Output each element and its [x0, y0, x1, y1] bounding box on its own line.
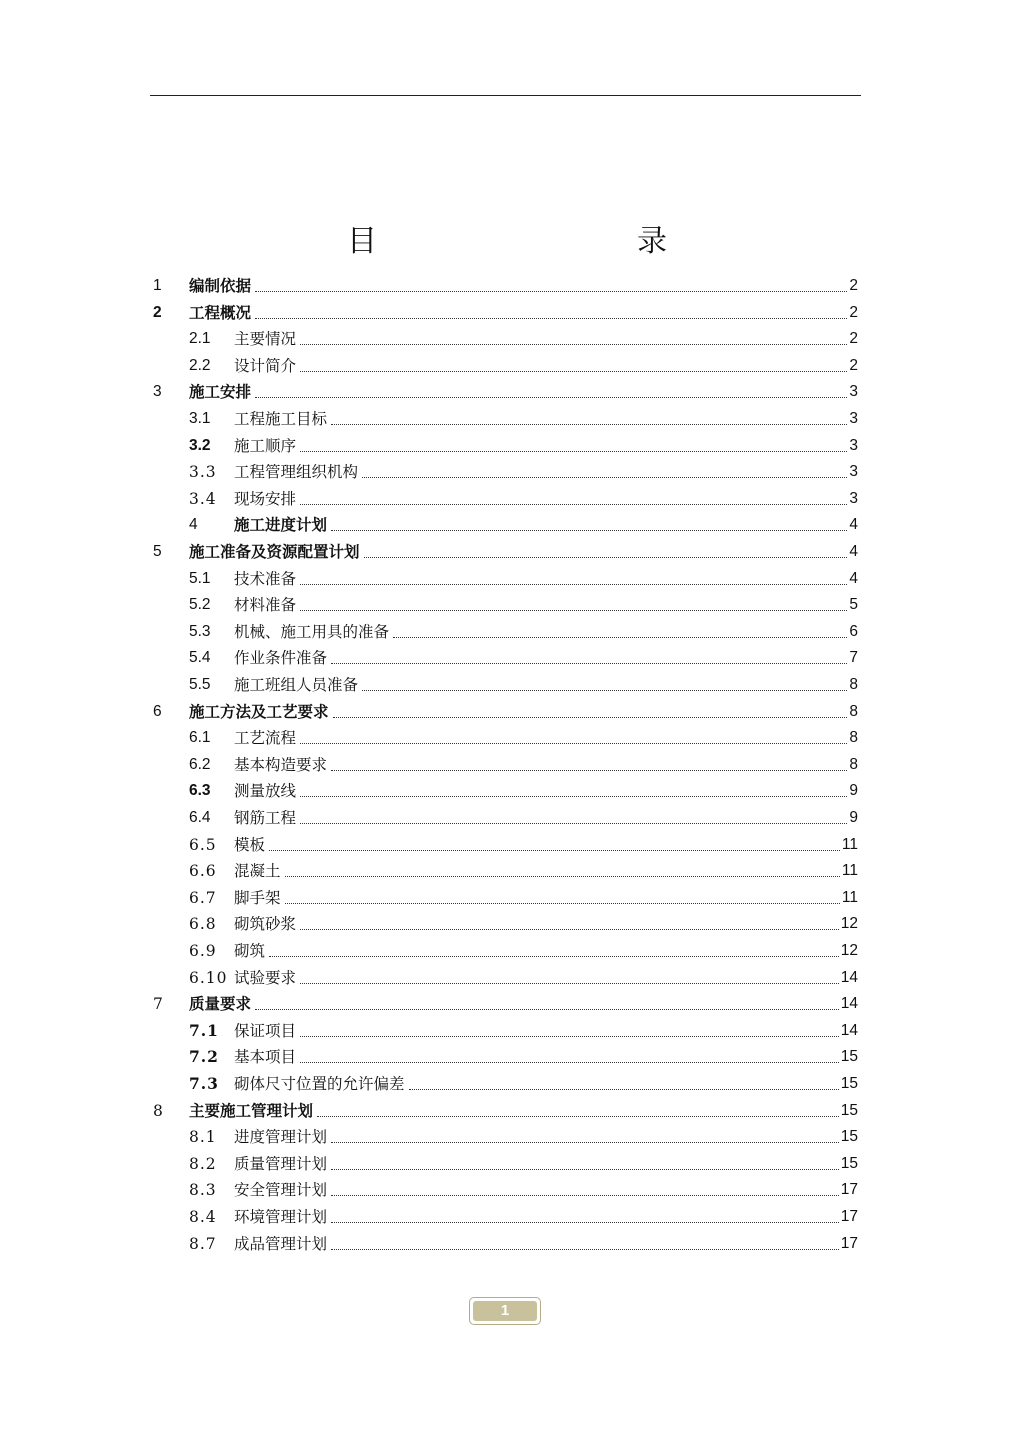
toc-entry-page: 3	[849, 436, 858, 454]
toc-leader-dots	[300, 743, 847, 744]
toc-entry-page: 17	[840, 1208, 858, 1225]
header-rule	[150, 95, 861, 96]
toc-entry-page: 15	[840, 1075, 858, 1092]
toc-entry-number: 5.2	[189, 596, 211, 614]
page-number-badge	[469, 1297, 541, 1325]
toc-leader-dots	[331, 1142, 839, 1143]
toc-entry-label: 施工进度计划	[234, 516, 328, 535]
toc-entry-number: 7.2	[189, 1047, 219, 1067]
toc-entry[interactable]	[0, 403, 1012, 429]
toc-entry-page: 15	[840, 1154, 858, 1172]
toc-entry-label: 工程施工目标	[234, 410, 328, 428]
toc-entry[interactable]	[0, 1015, 1012, 1041]
toc-entry-label: 试验要求	[234, 968, 297, 987]
title-char-left: 目	[347, 224, 377, 259]
toc-entry-number: 2	[153, 303, 162, 321]
toc-leader-dots	[285, 876, 840, 877]
toc-leader-dots	[300, 504, 847, 505]
toc-entry-page: 14	[840, 968, 858, 986]
toc-leader-dots	[300, 983, 839, 984]
toc-entry-page: 12	[840, 942, 858, 959]
toc-leader-dots	[300, 344, 847, 345]
toc-entry-page: 12	[840, 915, 858, 933]
toc-entry-page: 8	[849, 755, 858, 773]
toc-leader-dots	[300, 1036, 839, 1037]
toc-entry-page: 15	[840, 1128, 858, 1146]
toc-entry-label: 作业条件准备	[234, 649, 328, 668]
toc-entry-label: 基本项目	[234, 1048, 297, 1067]
toc-entry-page: 8	[849, 729, 858, 747]
toc-leader-dots	[331, 1249, 839, 1250]
toc-entry-page: 15	[840, 1101, 858, 1119]
toc-leader-dots	[331, 1222, 839, 1223]
toc-entry[interactable]	[0, 935, 1012, 961]
toc-leader-dots	[255, 1009, 839, 1010]
toc-leader-dots	[300, 584, 847, 585]
toc-entry[interactable]	[0, 297, 1012, 323]
toc-entry-number: 6.5	[189, 835, 217, 854]
toc-leader-dots	[300, 796, 847, 797]
toc-entry-label: 施工方法及工艺要求	[189, 702, 329, 721]
toc-entry-label: 设计简介	[234, 356, 297, 375]
toc-entry[interactable]	[0, 1228, 1012, 1254]
toc-entry-page: 8	[849, 702, 858, 720]
toc-entry[interactable]	[0, 1121, 1012, 1147]
toc-entry[interactable]	[0, 829, 1012, 855]
toc-leader-dots	[364, 557, 847, 558]
toc-entry-page: 3	[849, 463, 858, 481]
toc-entry[interactable]	[0, 882, 1012, 908]
toc-entry-number: 6.9	[189, 942, 217, 960]
toc-entry-number: 6.10	[189, 968, 228, 987]
toc-entry-number: 5.4	[189, 649, 211, 667]
toc-entry-number: 4	[189, 516, 198, 534]
toc-entry[interactable]	[0, 1041, 1012, 1067]
toc-entry[interactable]	[0, 430, 1012, 456]
toc-entry[interactable]	[0, 350, 1012, 376]
toc-leader-dots	[331, 663, 847, 664]
toc-leader-dots	[362, 477, 847, 478]
toc-entry-page: 14	[840, 995, 858, 1013]
toc-entry[interactable]	[0, 642, 1012, 668]
toc-leader-dots	[269, 850, 840, 851]
toc-leader-dots	[255, 397, 847, 398]
toc-entry-page: 7	[849, 649, 858, 667]
toc-entry-number: 3.2	[189, 436, 211, 454]
toc-entry-label: 混凝土	[234, 862, 281, 881]
toc-entry[interactable]	[0, 323, 1012, 349]
toc-entry-number: 3.1	[189, 410, 211, 427]
toc-entry[interactable]	[0, 988, 1012, 1014]
toc-entry-label: 材料准备	[234, 596, 297, 615]
toc-entry-number: 5.3	[189, 622, 211, 640]
toc-entry-number: 8.4	[189, 1208, 217, 1226]
toc-entry[interactable]	[0, 696, 1012, 722]
toc-entry-page: 2	[849, 303, 858, 321]
toc-entry-number: 8.3	[189, 1181, 217, 1200]
toc-entry-page: 9	[849, 809, 858, 826]
toc-leader-dots	[300, 823, 847, 824]
toc-leader-dots	[331, 1195, 839, 1196]
toc-entry[interactable]	[0, 1174, 1012, 1200]
toc-entry[interactable]	[0, 962, 1012, 988]
toc-entry-page: 9	[849, 782, 858, 800]
toc-entry-number: 2.1	[189, 330, 211, 348]
toc-entry-label: 安全管理计划	[234, 1181, 328, 1200]
toc-entry[interactable]	[0, 563, 1012, 589]
toc-entry-label: 基本构造要求	[234, 755, 328, 774]
toc-leader-dots	[255, 318, 847, 319]
toc-entry[interactable]	[0, 855, 1012, 881]
toc-entry-number: 2.2	[189, 356, 211, 374]
toc-entry-label: 环境管理计划	[234, 1208, 328, 1226]
toc-entry-number: 5.5	[189, 676, 211, 693]
toc-entry[interactable]	[0, 749, 1012, 775]
toc-entry[interactable]	[0, 1068, 1012, 1094]
toc-entry-page: 11	[841, 888, 858, 906]
toc-leader-dots	[331, 1169, 839, 1170]
toc-entry-number: 8	[153, 1101, 164, 1120]
toc-entry-number: 6.7	[189, 888, 217, 907]
title-char-right: 录	[637, 224, 667, 259]
toc-entry-number: 1	[153, 277, 162, 294]
toc-entry-label: 主要施工管理计划	[189, 1101, 314, 1120]
toc-entry-page: 4	[849, 569, 858, 587]
toc-entry-label: 编制依据	[189, 277, 252, 295]
toc-entry-label: 现场安排	[234, 489, 297, 508]
toc-entry-number: 8.7	[189, 1234, 217, 1253]
toc-entry-number: 6.2	[189, 755, 211, 773]
toc-leader-dots	[300, 371, 847, 372]
toc-entry-label: 保证项目	[234, 1021, 297, 1040]
toc-entry-label: 砌体尺寸位置的允许偏差	[234, 1075, 405, 1093]
toc-leader-dots	[331, 530, 847, 531]
toc-leader-dots	[300, 1062, 839, 1063]
toc-entry-number: 6.3	[189, 782, 211, 800]
toc-entry[interactable]	[0, 722, 1012, 748]
toc-entry-number: 7.1	[189, 1020, 219, 1040]
toc-leader-dots	[285, 903, 840, 904]
toc-entry-page: 11	[841, 862, 858, 880]
toc-leader-dots	[269, 956, 839, 957]
toc-entry-number: 8.1	[189, 1128, 217, 1147]
toc-entry-label: 主要情况	[234, 330, 297, 349]
toc-leader-dots	[362, 690, 847, 691]
toc-entry[interactable]	[0, 509, 1012, 535]
toc-entry-page: 3	[849, 489, 858, 507]
toc-entry[interactable]	[0, 483, 1012, 509]
toc-entry-number: 3	[153, 383, 162, 401]
toc-entry-label: 成品管理计划	[234, 1234, 328, 1253]
toc-entry-number: 3.4	[189, 489, 217, 508]
toc-entry[interactable]	[0, 589, 1012, 615]
toc-entry-page: 2	[849, 356, 858, 374]
toc-entry-page: 4	[849, 516, 858, 534]
toc-leader-dots	[300, 610, 847, 611]
toc-entry-label: 施工顺序	[234, 436, 297, 455]
toc-entry-label: 砌筑砂浆	[234, 915, 297, 934]
toc-entry-number: 6.4	[189, 809, 211, 826]
page-title	[150, 222, 861, 266]
toc-entry-label: 技术准备	[234, 569, 297, 588]
toc-entry-label: 脚手架	[234, 888, 281, 907]
toc-entry-label: 砌筑	[234, 942, 266, 960]
toc-entry-page: 11	[841, 835, 858, 853]
toc-leader-dots	[331, 424, 847, 425]
toc-leader-dots	[409, 1089, 839, 1090]
toc-entry[interactable]	[0, 270, 1012, 296]
toc-leader-dots	[317, 1116, 839, 1117]
toc-entry-label: 机械、施工用具的准备	[234, 622, 390, 641]
toc-entry[interactable]	[0, 1148, 1012, 1174]
toc-entry[interactable]	[0, 775, 1012, 801]
toc-leader-dots	[333, 717, 847, 718]
toc-entry-label: 钢筋工程	[234, 809, 297, 827]
toc-entry-number: 7	[153, 995, 164, 1014]
toc-entry-label: 质量管理计划	[234, 1154, 328, 1173]
toc-entry-page: 3	[849, 383, 858, 401]
toc-entry-label: 工程概况	[189, 303, 252, 322]
toc-entry-page: 5	[849, 596, 858, 614]
toc-entry[interactable]	[0, 376, 1012, 402]
toc-entry-page: 4	[849, 543, 858, 560]
toc-entry-page: 2	[849, 330, 858, 348]
toc-entry[interactable]	[0, 456, 1012, 482]
toc-leader-dots	[393, 637, 847, 638]
toc-entry-page: 17	[840, 1234, 858, 1252]
toc-entry-number: 5	[153, 543, 162, 560]
toc-entry[interactable]	[0, 802, 1012, 828]
toc-entry-number: 6	[153, 702, 162, 720]
toc-leader-dots	[300, 929, 839, 930]
toc-entry-page: 17	[840, 1181, 858, 1199]
toc-entry-number: 6.6	[189, 862, 217, 881]
toc-entry-label: 施工安排	[189, 383, 252, 402]
toc-entry[interactable]	[0, 669, 1012, 695]
toc-entry-page: 2	[849, 277, 858, 294]
toc-entry-label: 模板	[234, 835, 266, 854]
toc-entry-label: 工程管理组织机构	[234, 463, 359, 482]
toc-entry-number: 6.1	[189, 729, 211, 747]
toc-entry-page: 6	[849, 622, 858, 640]
toc-entry-label: 质量要求	[189, 995, 252, 1014]
toc-entry-page: 14	[840, 1021, 858, 1039]
toc-entry[interactable]	[0, 1095, 1012, 1121]
toc-entry-number: 7.3	[189, 1074, 219, 1093]
toc-entry-number: 6.8	[189, 915, 217, 934]
toc-entry-page: 3	[849, 410, 858, 427]
toc-entry-label: 进度管理计划	[234, 1128, 328, 1147]
toc-entry[interactable]	[0, 908, 1012, 934]
toc-entry-label: 工艺流程	[234, 729, 297, 748]
toc-entry-number: 8.2	[189, 1154, 217, 1173]
toc-entry[interactable]	[0, 1201, 1012, 1227]
toc-leader-dots	[331, 770, 847, 771]
toc-entry[interactable]	[0, 536, 1012, 562]
toc-entry-label: 测量放线	[234, 782, 297, 801]
page-number: 1	[473, 1301, 537, 1321]
toc-entry[interactable]	[0, 616, 1012, 642]
toc-entry-page: 8	[849, 676, 858, 693]
toc-entry-page: 15	[840, 1048, 858, 1066]
toc-entry-number: 5.1	[189, 569, 211, 587]
toc-entry-number: 3.3	[189, 463, 217, 482]
toc-leader-dots	[300, 451, 847, 452]
toc-entry-label: 施工班组人员准备	[234, 676, 359, 694]
toc-leader-dots	[255, 291, 847, 292]
toc-entry-label: 施工准备及资源配置计划	[189, 543, 360, 561]
